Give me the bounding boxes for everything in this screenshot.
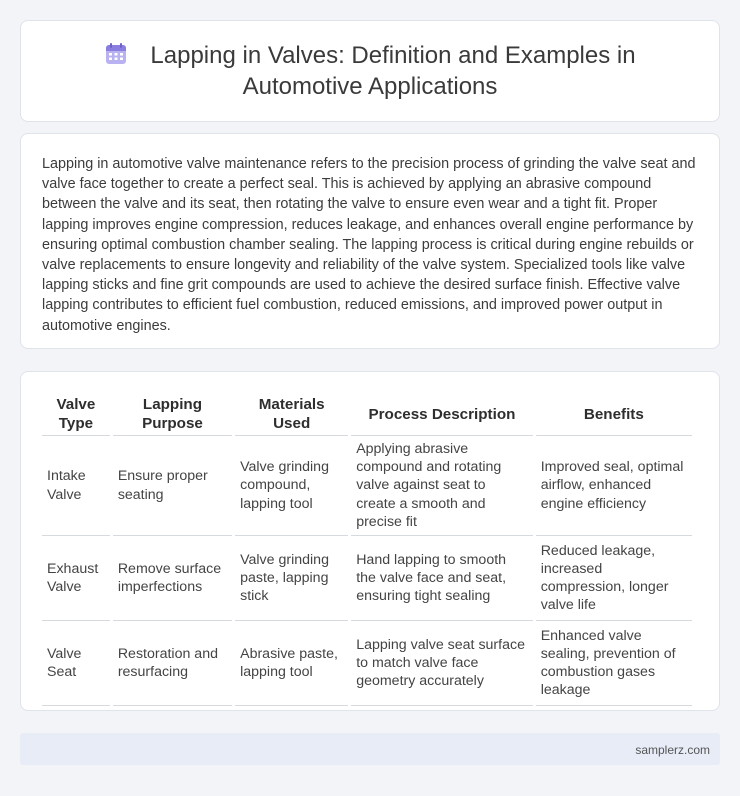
table-cell: Applying abrasive compound and rotating valve against seat to create a smooth and precise fit <box>351 436 533 536</box>
intro-paragraph: Lapping in automotive valve maintenance refers to the precision process of grinding the valve seat and valve face together to create a perfect seal. This is achieved by applying an abrasive compound between the valve and its seat, then rotating the valve to ensure even wear and a tight fit. Proper lapping improves engine compression, reduces leakage, and enhances overall engine performance by ensuring optimal combustion chamber sealing. The lapping process is critical during engine rebuilds or valve replacements to ensure longevity and reliability of the valve system. Specialized tools like valve lapping sticks and fine grit compounds are used to achieve the desired surface finish. Effective valve lapping contributes to efficient fuel combustion, reduced emissions, and improved power output in automotive engines. <box>42 156 696 334</box>
table-card <box>20 371 720 711</box>
table-cell: Remove surface imperfections <box>113 536 232 621</box>
footer-source-link[interactable]: samplerz.com <box>635 743 710 757</box>
valve-lapping-table <box>39 393 695 706</box>
column-header-process-description: Process Description <box>351 393 533 436</box>
page-title-block <box>61 40 679 102</box>
table-cell: Exhaust Valve <box>42 536 110 621</box>
table-cell: Valve grinding paste, lapping stick <box>235 536 348 621</box>
table-cell: Ensure proper seating <box>113 436 232 536</box>
footer-bar <box>20 733 720 765</box>
table-row <box>42 621 692 706</box>
calendar-icon <box>104 42 128 66</box>
intro-card <box>20 133 720 349</box>
table-cell: Improved seal, optimal airflow, enhanced engine efficiency <box>536 436 692 536</box>
table-cell: Enhanced valve sealing, prevention of combustion gases leakage <box>536 621 692 706</box>
table-cell: Intake Valve <box>42 436 110 536</box>
table-cell: Lapping valve seat surface to match valve face geometry accurately <box>351 621 533 706</box>
table-header-row <box>42 393 692 436</box>
table-cell: Valve grinding compound, lapping tool <box>235 436 348 536</box>
column-header-valve-type: Valve Type <box>42 393 110 436</box>
table-cell: Valve Seat <box>42 621 110 706</box>
page-title: Lapping in Valves: Definition and Examples in Automotive Applications <box>150 42 636 100</box>
table-row <box>42 436 692 536</box>
column-header-materials-used: Materials Used <box>235 393 348 436</box>
table-cell: Restoration and resurfacing <box>113 621 232 706</box>
column-header-benefits: Benefits <box>536 393 692 436</box>
column-header-lapping-purpose: Lapping Purpose <box>113 393 232 436</box>
table-cell: Hand lapping to smooth the valve face and seat, ensuring tight sealing <box>351 536 533 621</box>
table-cell: Abrasive paste, lapping tool <box>235 621 348 706</box>
table-cell: Reduced leakage, increased compression, longer valve life <box>536 536 692 621</box>
title-card <box>20 20 720 122</box>
table-row <box>42 536 692 621</box>
